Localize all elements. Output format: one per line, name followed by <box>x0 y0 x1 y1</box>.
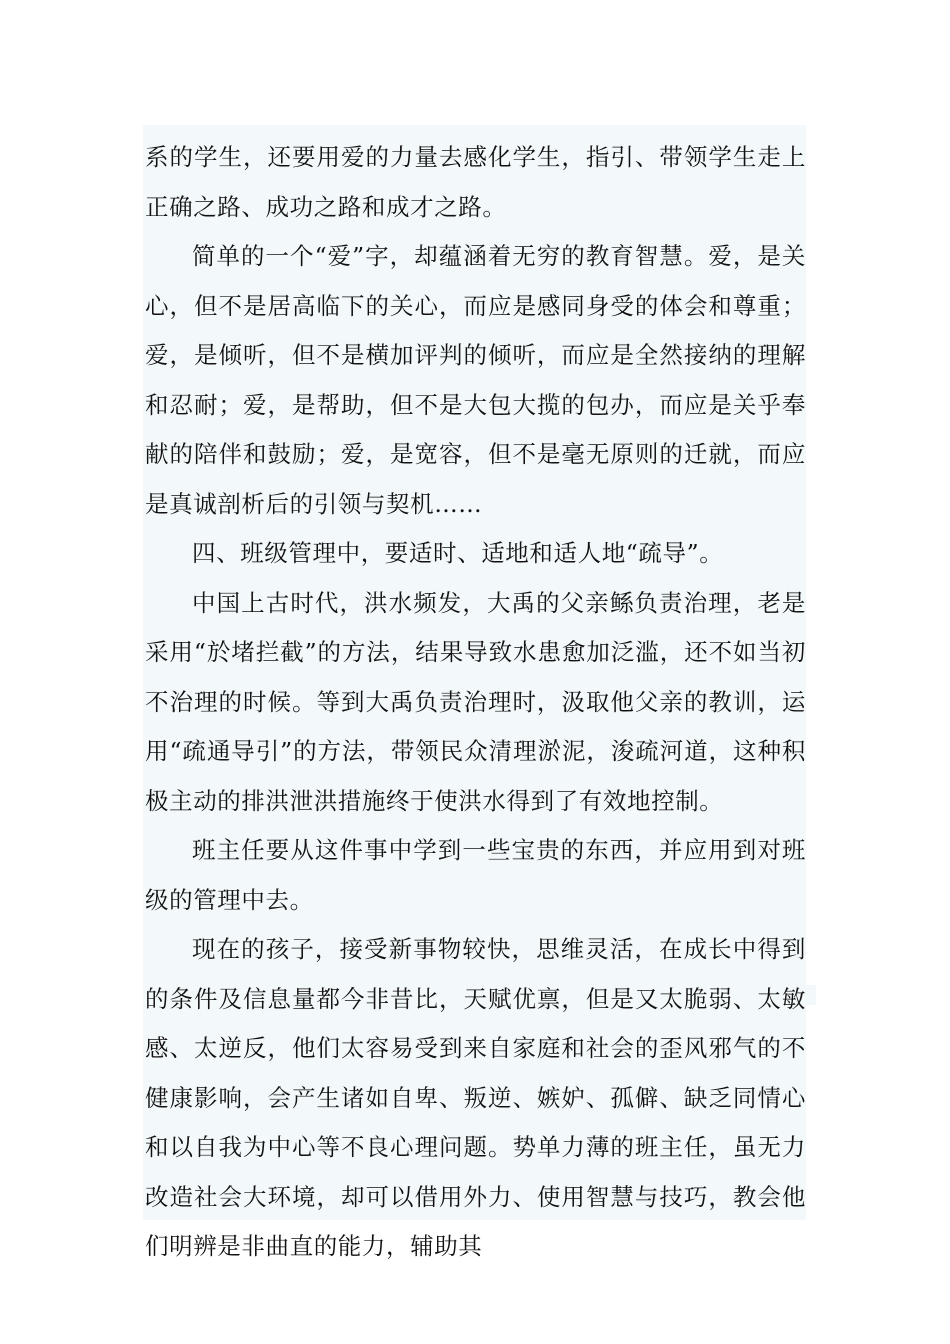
paragraph-3: 四、班级管理中，要适时、适地和适人地“疏导”。 <box>192 539 724 567</box>
paragraph-5: 班主任要从这件事中学到一些宝贵的东西，并应用到对班级的管理中去。 <box>145 836 806 914</box>
document-text-block <box>143 125 806 1260</box>
highlight-edge <box>806 985 816 1005</box>
paragraph-6: 现在的孩子，接受新事物较快，思维灵活，在成长中得到的条件及信息量都今非昔比，天赋优禀，但是又太脆弱、太敏感、太逆反，他们太容易受到来自家庭和社会的歪风邪气的不健康影响，会产生诸如自卑、叛逆、嫉妒、孤僻、缺乏同情心和以自我为中心等不良心理问题。势单力薄的班主任，虽无力改造社会大环境，却可以借用外力、使用智慧与技巧，教会他们明辨是非曲直的能力，辅助其 <box>145 935 806 1260</box>
paragraph-4: 中国上古时代，洪水频发，大禹的父亲鲧负责治理，老是采用“於堵拦截”的方法，结果导致水患愈加泛滥，还不如当初不治理的时候。等到大禹负责治理时，汲取他父亲的教训，运用“疏通导引”的方法，带领民众清理淤泥，浚疏河道，这种积极主动的排洪泄洪措施终于使洪水得到了有效地控制。 <box>145 588 806 815</box>
paragraph-2: 简单的一个“爱”字，却蕴涵着无穷的教育智慧。爱，是关心，但不是居高临下的关心，而应是感同身受的体会和尊重；爱，是倾听，但不是横加评判的倾听，而应是全然接纳的理解和忍耐；爱，是帮助，但不是大包大揽的包办，而应是关乎奉献的陪伴和鼓励；爱，是宽容，但不是毫无原则的迁就，而应是真诚剖析后的引领与契机…… <box>145 242 806 518</box>
paragraph-1: 系的学生，还要用爱的力量去感化学生，指引、带领学生走上正确之路、成功之路和成才之路。 <box>145 143 806 221</box>
